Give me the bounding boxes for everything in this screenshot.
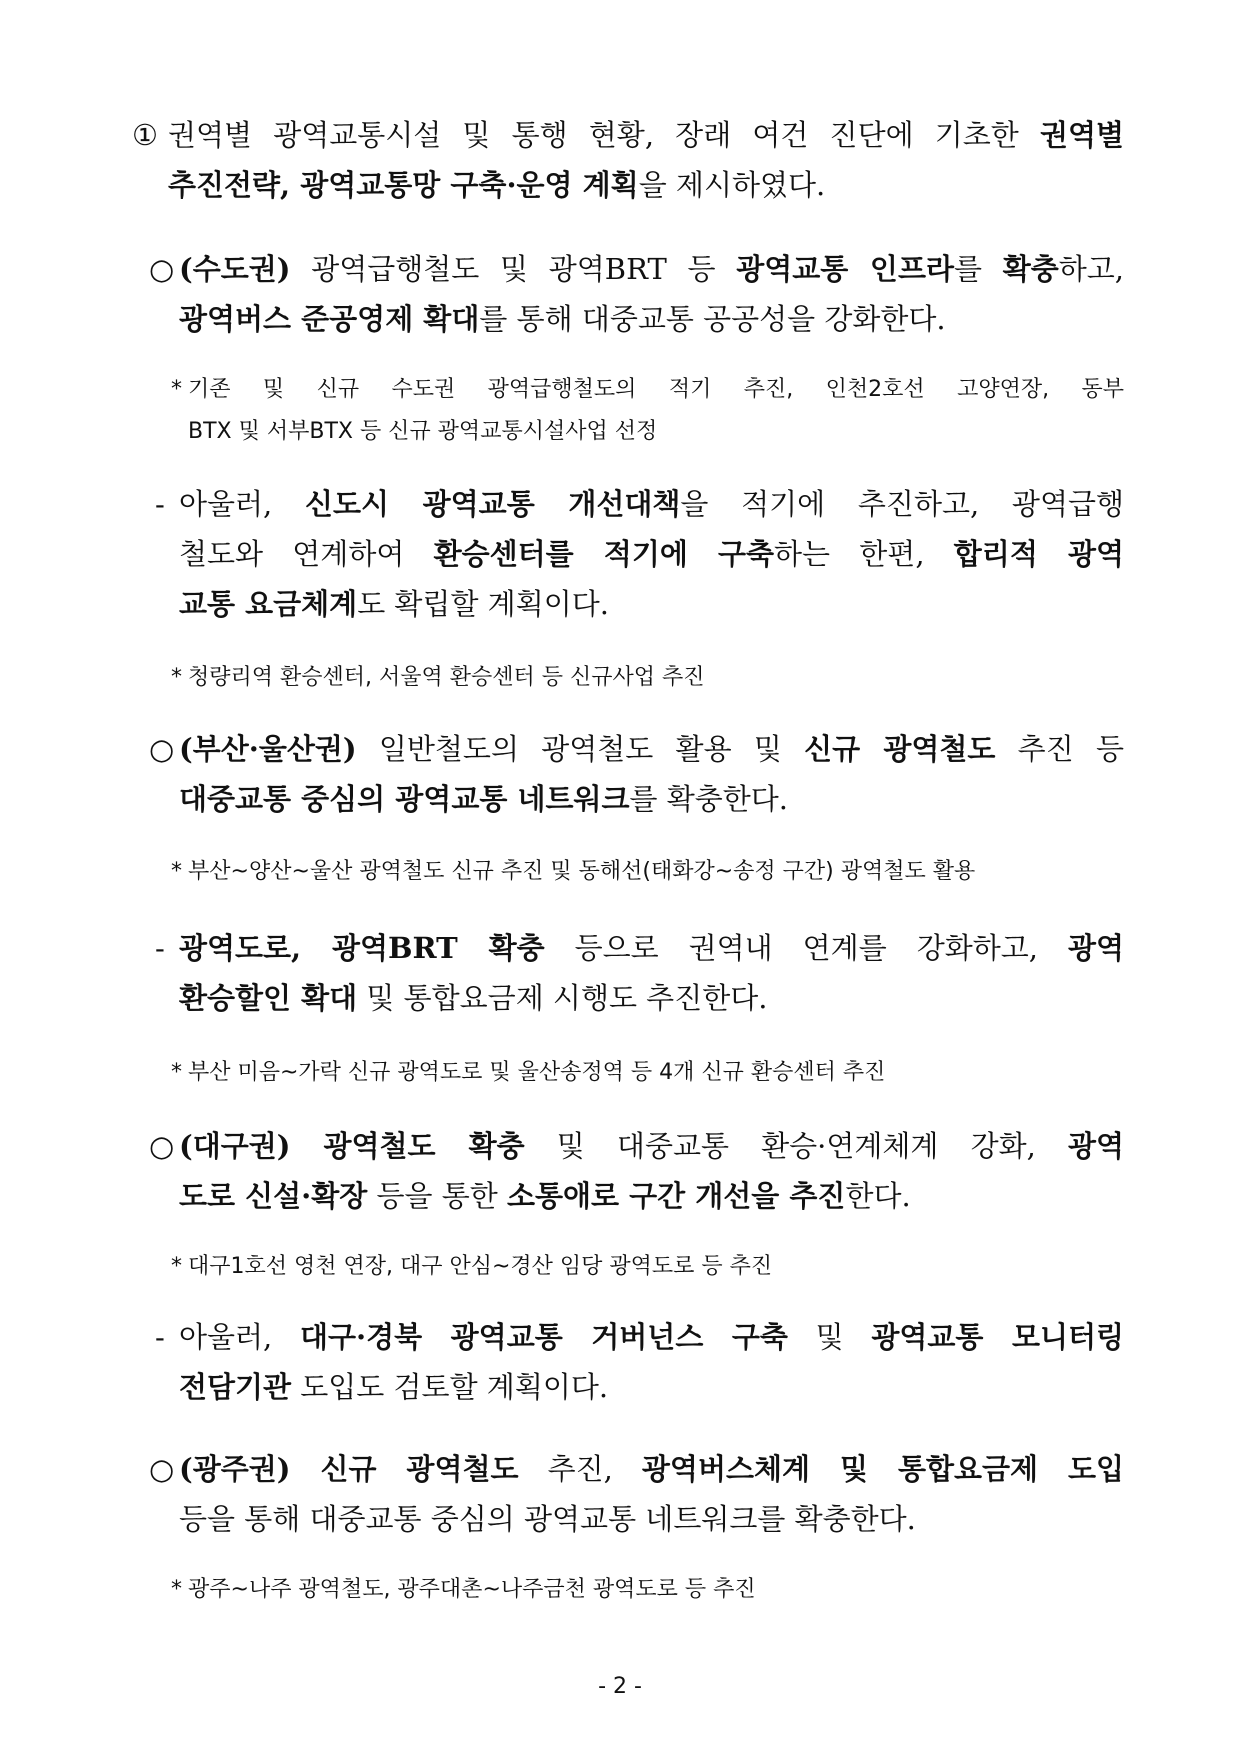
footnote: [0, 369, 1124, 453]
sub-paragraph: [0, 479, 1124, 629]
bold-text-segment: 신규 광역철도: [804, 732, 996, 766]
text-segment: 한다.: [845, 1179, 911, 1213]
footnote: [0, 657, 1124, 699]
asterisk-note-marker: *: [171, 1254, 182, 1279]
text-line: [179, 244, 1124, 294]
text-line: [168, 160, 1124, 210]
text-line: [188, 657, 1124, 699]
text-segment: 아울러,: [179, 487, 305, 521]
bold-text-segment: 대구·경북 광역교통 거버넌스 구축: [299, 1320, 788, 1354]
text-line: [188, 369, 1124, 411]
footnote: [0, 1569, 1124, 1611]
asterisk-note-marker: *: [171, 859, 182, 884]
text-line: [179, 1494, 1124, 1544]
asterisk-note-marker: *: [171, 1577, 182, 1602]
text-segment: 도입도 검토할 계획이다.: [291, 1370, 609, 1404]
text-line: [188, 851, 1124, 893]
text-line: [179, 973, 1124, 1023]
text-segment: 대구1호선 영천 연장, 대구 안심~경산 임당 광역도로 등 추진: [188, 1254, 773, 1279]
text-segment: 권역별 광역교통시설 및 통행 현황, 장래 여건 진단에 기초한: [168, 118, 1040, 152]
text-segment: 아울러,: [179, 1320, 300, 1354]
text-line: [188, 1246, 1124, 1288]
text-segment: 를: [953, 252, 1003, 286]
text-segment: 추진,: [518, 1452, 642, 1486]
text-segment: 를 확충한다.: [629, 782, 789, 816]
asterisk-note-marker: *: [171, 377, 182, 402]
text-segment: 등을 통한: [367, 1179, 507, 1213]
bold-text-segment: 교통 요금체계: [179, 587, 358, 621]
daegu-region-paragraph: [0, 1121, 1124, 1221]
text-line: [179, 529, 1124, 579]
gwangju-region-paragraph: [0, 1444, 1124, 1544]
circle-bullet: ○: [149, 252, 175, 286]
bold-text-segment: (대구권) 광역철도 확충: [179, 1129, 525, 1163]
text-line: [179, 1362, 1124, 1412]
dash-bullet: -: [155, 931, 165, 965]
bold-text-segment: (부산·울산권): [179, 732, 357, 766]
text-line: [179, 724, 1124, 774]
text-segment: 을 적기에 추진하고, 광역급행: [680, 487, 1124, 521]
bold-text-segment: 광역버스 준공영제 확대: [179, 302, 480, 336]
text-segment: 등을 통해 대중교통 중심의 광역교통 네트워크를 확충한다.: [179, 1502, 916, 1536]
text-segment: 등으로 권역내 연계를 강화하고,: [544, 931, 1068, 965]
text-segment: 추진 등: [995, 732, 1124, 766]
dash-bullet: -: [155, 487, 165, 521]
bold-text-segment: 환승할인 확대: [179, 981, 358, 1015]
bold-text-segment: 도로 신설·확장: [179, 1179, 368, 1213]
dash-bullet: -: [155, 1320, 165, 1354]
text-segment: 를 통해 대중교통 공공성을 강화한다.: [479, 302, 946, 336]
bold-text-segment: 신도시 광역교통 개선대책: [305, 487, 681, 521]
sub-paragraph: [0, 923, 1124, 1023]
text-segment: 광역급행철도 및 광역BRT 등: [290, 252, 737, 286]
bold-text-segment: 전담기관: [179, 1370, 292, 1404]
text-line: [188, 1052, 1124, 1094]
footnote: [0, 851, 1124, 893]
text-segment: 부산~양산~울산 광역철도 신규 추진 및 동해선(태화강~송정 구간) 광역철도 활용: [188, 859, 976, 884]
bold-text-segment: 확충: [1002, 252, 1059, 286]
text-segment: 및 대중교통 환승·연계체계 강화,: [524, 1129, 1068, 1163]
text-line: [179, 479, 1124, 529]
bold-text-segment: 대중교통 중심의 광역교통 네트워크: [179, 782, 630, 816]
text-segment: 및: [787, 1320, 872, 1354]
text-line: [188, 411, 1124, 453]
text-line: [179, 1444, 1124, 1494]
text-segment: 일반철도의 광역철도 활용 및: [356, 732, 805, 766]
text-line: [179, 294, 1124, 344]
bold-text-segment: 소통애로 구간 개선을 추진: [507, 1179, 846, 1213]
circled-number-bullet: ①: [132, 118, 158, 152]
circle-bullet: ○: [149, 732, 175, 766]
bold-text-segment: 권역별: [1039, 118, 1124, 152]
text-segment: 도 확립할 계획이다.: [357, 587, 609, 621]
text-segment: 및 통합요금제 시행도 추진한다.: [357, 981, 768, 1015]
text-line: [188, 1569, 1124, 1611]
footnote: [0, 1246, 1124, 1288]
bold-text-segment: 합리적 광역: [953, 537, 1124, 571]
asterisk-note-marker: *: [171, 665, 182, 690]
sub-paragraph: [0, 1312, 1124, 1412]
bold-text-segment: 광역교통 모니터링: [871, 1320, 1125, 1354]
text-segment: 부산 미음~가락 신규 광역도로 및 울산송정역 등 4개 신규 환승센터 추진: [188, 1060, 886, 1085]
text-segment: 을 제시하였다.: [638, 168, 826, 202]
circle-bullet: ○: [149, 1129, 175, 1163]
text-line: [179, 774, 1124, 824]
circle-bullet: ○: [149, 1452, 175, 1486]
text-line: [179, 579, 1124, 629]
text-segment: 광주~나주 광역철도, 광주대촌~나주금천 광역도로 등 추진: [188, 1577, 756, 1602]
text-segment: 하는 한편,: [774, 537, 954, 571]
bold-text-segment: 광역도로, 광역BRT 확충: [179, 931, 545, 965]
bold-text-segment: 광역: [1067, 1129, 1124, 1163]
bold-text-segment: 광역: [1067, 931, 1124, 965]
text-segment: 하고,: [1058, 252, 1125, 286]
asterisk-note-marker: *: [171, 1060, 182, 1085]
text-segment: BTX 및 서부BTX 등 신규 광역교통시설사업 선정: [188, 419, 658, 444]
text-line: [179, 1171, 1124, 1221]
page-number: - 2 -: [598, 1674, 642, 1699]
footnote: [0, 1052, 1124, 1094]
bold-text-segment: 환승센터를 적기에 구축: [433, 537, 775, 571]
bold-text-segment: 추진전략, 광역교통망 구축·운영 계획: [168, 168, 639, 202]
intro-paragraph: [0, 110, 1124, 210]
text-segment: 청량리역 환승센터, 서울역 환승센터 등 신규사업 추진: [188, 665, 705, 690]
capital-region-paragraph: [0, 244, 1124, 344]
text-line: [179, 1121, 1124, 1171]
bold-text-segment: 광역교통 인프라: [736, 252, 954, 286]
text-line: [179, 923, 1124, 973]
text-line: [179, 1312, 1124, 1362]
bold-text-segment: (광주권) 신규 광역철도: [179, 1452, 519, 1486]
busan-ulsan-paragraph: [0, 724, 1124, 824]
bold-text-segment: 광역버스체계 및 통합요금제 도입: [641, 1452, 1124, 1486]
text-segment: 기존 및 신규 수도권 광역급행철도의 적기 추진, 인천2호선 고양연장, 동부: [188, 377, 1124, 402]
text-segment: 철도와 연계하여: [179, 537, 434, 571]
bold-text-segment: (수도권): [179, 252, 291, 286]
text-line: [168, 110, 1124, 160]
